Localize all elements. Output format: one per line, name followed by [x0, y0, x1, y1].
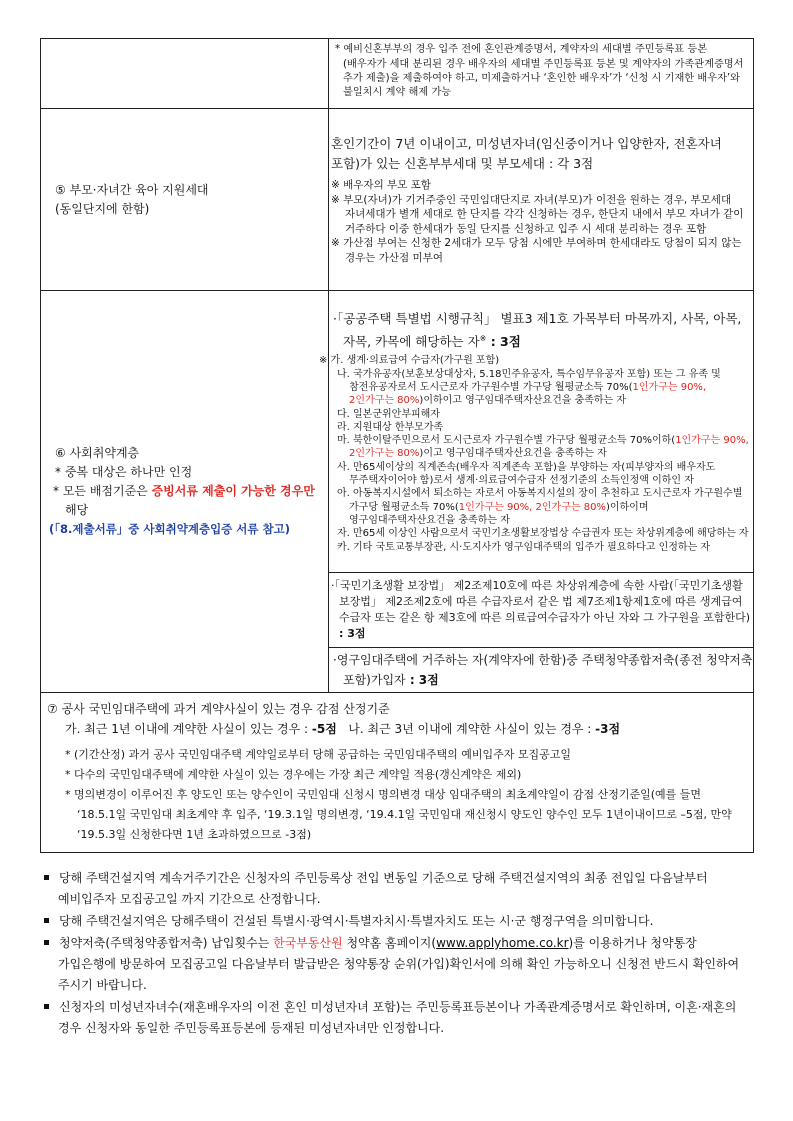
newlywed-note-cell — [329, 39, 754, 109]
row6-reference: (「8.제출서류」중 사회취약계층입증 서류 참고) — [49, 522, 290, 536]
agency-name: 한국부동산원 — [273, 936, 343, 950]
row6-label-cell — [41, 291, 329, 693]
criteria-a: 아. 아동복지시설에서 퇴소하는 자로서 아동복지시설의 장이 추천하고 도시근로자 가구원수별 가구당 월평균소득 70%(1인가구는 90%, 2인가구는 80%)이하이며 영구임대주택자산요건을 충족하는 자 — [337, 488, 743, 526]
row5-label-cell — [41, 109, 329, 291]
row6-bullet-2: * 모든 배점기준은 증빙서류 제출이 가능한 경우만 해당 — [53, 484, 315, 517]
row5-subtitle: (동일단지에 한함) — [55, 201, 150, 216]
row6-sec2: ·「국민기초생활 보장법」 제2조제10호에 따른 차상위계층에 속한 사람(「국민기초생활 보장법」 제2조제2호에 따른 수급자로서 같은 법 제7조제1항제1호에 따른 생계급여 수급자 또는 같은 항 제3호에 따른 의료급여수급자가 아닌 자와 그 가구원을 포함한다) : 3점 — [331, 579, 751, 640]
footer-notes — [40, 868, 756, 1040]
row7-bullet-2: * 다수의 국민임대주택에 계약한 사실이 있는 경우에는 가장 최근 계약일 적용(갱신계약은 제외) — [65, 767, 522, 781]
applyhome-link[interactable]: www.applyhome.co.kr — [436, 936, 569, 950]
row5-note-2: ※ 부모(자녀)가 기거주중인 국민임대단지로 자녀(부모)가 이전을 원하는 경우, 부모세대 자녀세대가 별개 세대로 한 단지를 각각 신청하는 경우, 한단지 내에서 부모 자녀가 같이 거주하다 이중 한세대가 동일 단지를 신청하고 입주 시 세대 분리하는 경우 포함 — [331, 193, 744, 235]
criteria-da: 다. 일본군위안부피해자 — [337, 408, 440, 420]
row5-title: ⑤ 부모·자녀간 육아 지원세대 — [55, 182, 209, 197]
row7-bullet-1: * (기간산정) 과거 공사 국민임대주택 계약일로부터 당해 공급하는 국민임대주택의 예비입주자 모집공고일 — [65, 747, 571, 761]
criteria-sa: 사. 만65세이상의 직계존속(배우자 직계존속 포함)을 부양하는 자(피부양자의 배우자도 무주택자이어야 함)로서 생계·의료급여수급자 선정기준의 소득인정액 이하인 자 — [337, 461, 716, 487]
row5-note-1: ※ 배우자의 부모 포함 — [331, 179, 431, 191]
square-bullet-icon — [44, 940, 49, 945]
row7-cell — [41, 693, 754, 853]
row6-sec1-main: ·「공공주택 특별법 시행규칙」 별표3 제1호 가목부터 마목까지, 사목, 아목, 자목, 카목에 해당하는 자※ : 3점 — [333, 311, 742, 350]
footer-note-4: 신청자의 미성년자녀수(재혼배우자의 이전 혼인 미성년자녀 포함)는 주민등록표등본이나 가족관계증명서로 확인하며, 이혼·재혼의 경우 신청자와 동일한 주민등록표등본에 등재된 미성년자녀만 인정합니다. — [40, 997, 756, 1039]
newlywed-note: * 예비신혼부부의 경우 입주 전에 혼인관계증명서, 계약자의 세대별 주민등록표 등본(배우자가 세대 분리된 경우 배우자의 세대별 주민등록표 등본 및 계약자의 가족관계증명서 추가 제출)을 제출하여야 하고, 미제출하거나 ‘혼인한 배우자’가 ‘신청 시 기재한 배우자’와 불일치시 계약 해제 가능 — [335, 44, 744, 99]
row7-title: ⑦ 공사 국민임대주택에 과거 계약사실이 있는 경우 감점 산정기준 — [47, 701, 390, 716]
footer-note-1: 당해 주택건설지역 계속거주기간은 신청자의 주민등록상 전입 변동일 기준으로 당해 주택건설지역의 최종 전입일 다음날부터 예비입주자 모집공고일 까지 기간으로 산정합니다. — [40, 868, 756, 910]
row6-sec3: ·영구임대주택에 거주하는 자(계약자에 한함)중 주택청약종합저축(종전 청약저축 포함)가입자 : 3점 — [333, 653, 753, 687]
evidence-required-text: 증빙서류 제출이 가능한 경우만 — [151, 484, 315, 498]
square-bullet-icon — [44, 918, 49, 923]
row5-content-cell — [329, 109, 754, 291]
row7-deductions: 가. 최근 1년 이내에 계약한 사실이 있는 경우 : -5점 나. 최근 3년 이내에 계약한 사실이 있는 경우 : -3점 — [65, 721, 621, 736]
square-bullet-icon — [44, 875, 49, 880]
row6-criteria-list — [319, 354, 753, 553]
row6-bullet-1: * 중복 대상은 하나만 인정 — [55, 465, 193, 479]
row6-section-3 — [329, 648, 754, 693]
row6-title: ⑥ 사회취약계층 — [55, 446, 140, 460]
footer-note-3: 청약저축(주택청약종합저축) 납입횟수는 한국부동산원 청약홈 홈페이지(www.applyhome.co.kr)를 이용하거나 청약통장 가입은행에 방문하여 모집공고일 다음날부터 발급받은 청약통장 순위(가입)확인서에 의해 확인 가능하오니 신청전 반드시 확인하여 주시기 바랍니다. — [40, 933, 756, 996]
empty-left-cell — [41, 39, 329, 109]
criteria-na: 나. 국가유공자(보훈보상대상자, 5.18민주유공자, 특수임무유공자 포함) 또는 그 유족 및 참전유공자로서 도시근로자 가구원수별 가구당 월평균소득 70%(1인가구는 90%, 2인가구는 80%)이하이고 영구임대주택자산요건을 충족하는 자 — [337, 368, 721, 407]
square-bullet-icon — [44, 1004, 49, 1009]
row6-section-1 — [319, 291, 754, 573]
row6-section-2 — [329, 573, 754, 648]
scoring-table — [40, 38, 754, 853]
criteria-ja: 자. 만65세 이상인 사람으로서 국민기초생활보장법상 수급권자 또는 차상위계층에 해당하는 자 — [337, 528, 749, 540]
row5-main: 혼인기간이 7년 이내이고, 미성년자녀(임신중이거나 입양한자, 전혼자녀 포함)가 있는 신혼부부세대 및 부모세대 : 각 3점 — [331, 136, 722, 171]
criteria-ra: 라. 지원대상 한부모가족 — [337, 421, 444, 433]
criteria-ga: ※ 가. 생계·의료급여 수급자(가구원 포함) — [319, 355, 500, 367]
row5-note-3: ※ 가산점 부여는 신청한 2세대가 모두 당첨 시에만 부여하며 한세대라도 당첨이 되지 않는 경우는 가산점 미부여 — [331, 237, 742, 264]
footer-note-2: 당해 주택건설지역은 당해주택이 건설된 특별시·광역시·특별자치시·특별자치도 또는 시·군 행정구역을 의미합니다. — [40, 911, 756, 932]
criteria-ma: 마. 북한이탈주민으로서 도시근로자 가구원수별 가구당 월평균소득 70%이하(1인가구는 90%, 2인가구는 80%)이고 영구임대주택자산요건을 충족하는 자 — [337, 435, 749, 460]
row7-bullet-3: * 명의변경이 이루어진 후 양도인 또는 양수인이 국민임대 신청시 명의변경 대상 임대주택의 최초계약일이 감점 산정기준일(예를 들면 ‘18.5.1일 국민임대 최초계약 후 입주, ‘19.3.1일 명의변경, ‘19.4.1일 국민임대 재신청시 양도인 양수인 모두 1년이내이므로 –5점, 만약 ‘19.5.3일 신청한다면 1년 초과하였으므로 -3점) — [65, 787, 732, 841]
criteria-ka: 카. 기타 국토교통부장관, 시·도지사가 영구임대주택의 입주가 필요하다고 인정하는 자 — [337, 541, 711, 553]
